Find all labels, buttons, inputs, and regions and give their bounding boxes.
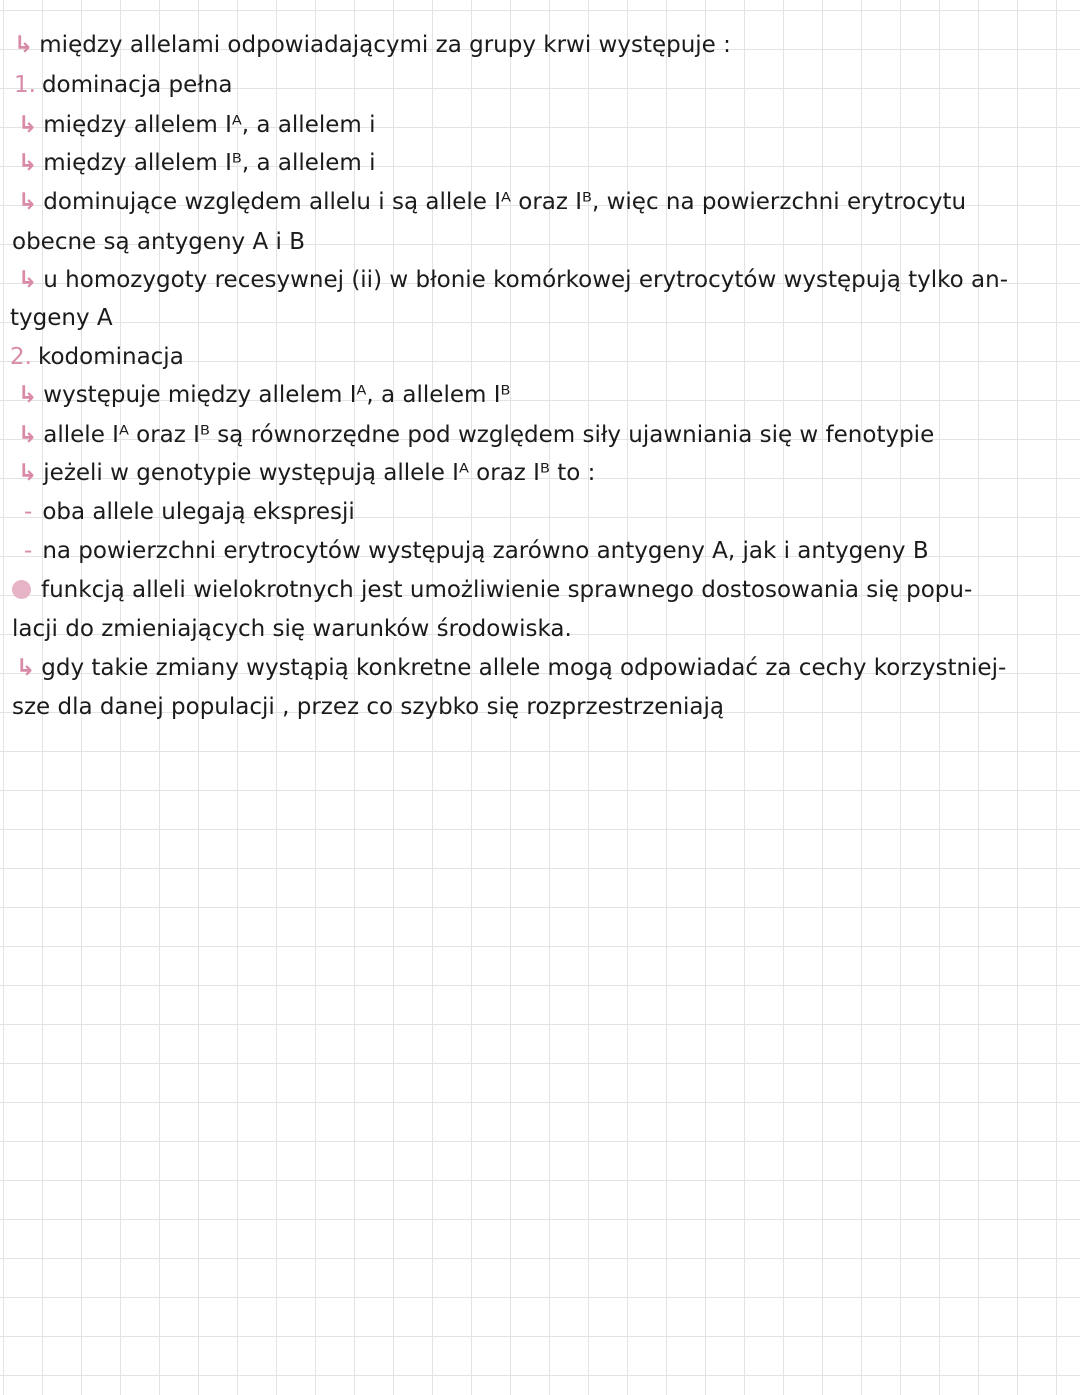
arrow-icon: ↳: [18, 422, 38, 448]
note-line: [16, 653, 1006, 683]
dash-icon: -: [24, 499, 33, 525]
note-line: [18, 148, 376, 178]
note-line-continued: [12, 614, 572, 644]
note-line: [18, 110, 376, 140]
line-text: między allelami odpowiadającymi za grupy krwi występuje :: [39, 32, 731, 58]
list-number: 1.: [14, 72, 36, 98]
note-line-continued: [12, 227, 305, 257]
line-text: oba allele ulegają ekspresji: [42, 499, 355, 525]
arrow-icon: ↳: [16, 655, 36, 681]
note-line: [18, 187, 966, 217]
line-text: kodominacja: [37, 344, 184, 370]
note-heading: [14, 70, 233, 100]
note-line: [18, 380, 510, 410]
dash-icon: -: [24, 538, 33, 564]
arrow-icon: ↳: [18, 460, 38, 486]
line-text: między allelem Iᴮ, a allelem i: [43, 150, 376, 176]
line-text: allele Iᴬ oraz Iᴮ są równorzędne pod względem siły ujawniania się w fenotypie: [43, 422, 935, 448]
line-text: obecne są antygeny A i B: [12, 229, 305, 255]
note-line: [18, 420, 934, 450]
arrow-icon: ↳: [14, 32, 34, 58]
line-text: funkcją alleli wielokrotnych jest umożliwienie sprawnego dostosowania się popu-: [41, 577, 973, 603]
line-text: dominacja pełna: [41, 72, 233, 98]
line-text: między allelem Iᴬ, a allelem i: [43, 112, 376, 138]
arrow-icon: ↳: [18, 189, 38, 215]
line-text: jeżeli w genotypie występują allele Iᴬ oraz Iᴮ to :: [43, 460, 596, 486]
note-subline: [24, 497, 355, 527]
bullet-dot-icon: [12, 580, 31, 599]
note-line: [14, 30, 731, 60]
note-heading: [10, 342, 184, 372]
line-text: lacji do zmieniających się warunków środowiska.: [12, 616, 572, 642]
line-text: występuje między allelem Iᴬ, a allelem Iᴮ: [43, 382, 511, 408]
line-text: dominujące względem allelu i są allele Iᴬ oraz Iᴮ, więc na powierzchni erytrocytu: [43, 189, 967, 215]
note-line-bullet: [12, 575, 972, 605]
arrow-icon: ↳: [18, 267, 38, 293]
note-line: [18, 265, 1008, 295]
line-text: gdy takie zmiany wystąpią konkretne allele mogą odpowiadać za cechy korzystniej-: [41, 655, 1007, 681]
note-subline: [24, 536, 929, 566]
arrow-icon: ↳: [18, 382, 38, 408]
line-text: sze dla danej populacji , przez co szybko się rozprzestrzeniają: [12, 694, 725, 720]
line-text: tygeny A: [10, 305, 113, 331]
arrow-icon: ↳: [18, 112, 38, 138]
line-text: na powierzchni erytrocytów występują zarówno antygeny A, jak i antygeny B: [42, 538, 929, 564]
note-line-continued: [10, 303, 113, 333]
line-text: u homozygoty recesywnej (ii) w błonie komórkowej erytrocytów występują tylko an-: [43, 267, 1009, 293]
list-number: 2.: [10, 344, 32, 370]
note-line-continued: [12, 692, 724, 722]
note-line: [18, 458, 595, 488]
arrow-icon: ↳: [18, 150, 38, 176]
